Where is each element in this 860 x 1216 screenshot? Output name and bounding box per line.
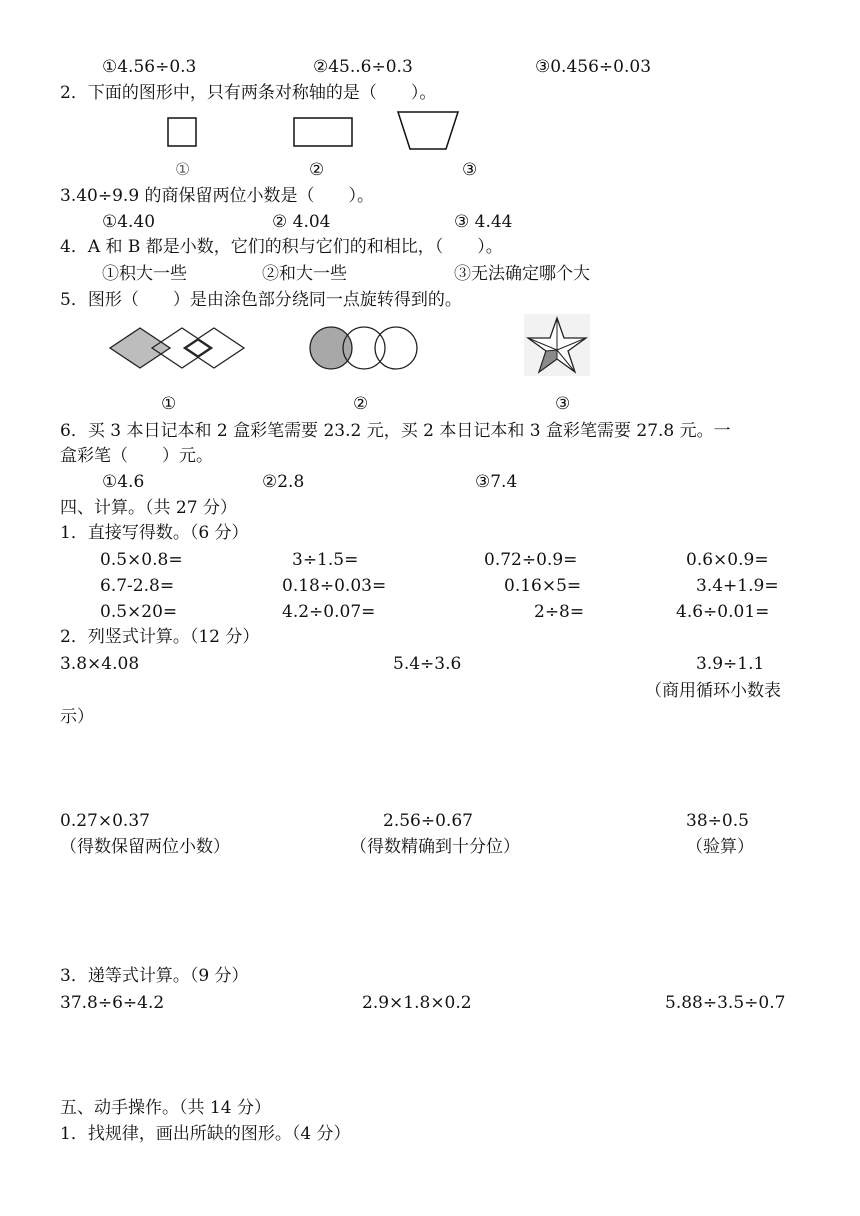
vertical-item: 2.56÷0.67 [383, 811, 473, 831]
q5-label-1: ① [161, 394, 177, 414]
mental-item: 3.4+1.9= [696, 576, 779, 596]
q2-shapes [150, 106, 470, 158]
mental-item: 0.5×20= [100, 602, 178, 622]
q1-option-2: ②45..6÷0.3 [313, 57, 413, 77]
s4-part3-title: 3．递等式计算。（9 分） [60, 966, 249, 986]
q3-option-3: ③ 4.44 [454, 212, 513, 232]
q4-option-3: ③无法确定哪个大 [454, 264, 590, 284]
mental-item: 4.6÷0.01= [676, 602, 770, 622]
shaded-rhombus [110, 328, 170, 368]
q6-stem-line2: 盒彩笔（ ）元。 [60, 446, 213, 466]
s4-part1-title: 1．直接写得数。（6 分） [60, 523, 249, 543]
vertical-item: 0.27×0.37 [60, 811, 150, 831]
q5-stem: 5．图形（ ）是由涂色部分绕同一点旋转得到的。 [60, 290, 462, 310]
vertical-note: （得数保留两位小数） [60, 837, 230, 857]
q4-option-2: ②和大一些 [262, 264, 347, 284]
q2-label-2: ② [309, 160, 325, 180]
vertical-item: 38÷0.5 [686, 811, 749, 831]
q2-stem: 2．下面的图形中，只有两条对称轴的是（ ）。 [60, 83, 437, 103]
shaded-circle [310, 327, 352, 369]
repeating-note-cont: 示） [60, 707, 94, 727]
q3-stem: 3.40÷9.9 的商保留两位小数是（ ）。 [60, 186, 375, 206]
mental-item: 0.16×5= [504, 576, 582, 596]
q6-stem-line1: 6．买 3 本日记本和 2 盒彩笔需要 23.2 元，买 2 本日记本和 3 盒彩笔需要 27.8 元。一 [60, 421, 731, 441]
stepwise-item: 5.88÷3.5÷0.7 [665, 993, 786, 1013]
mental-item: 4.2÷0.07= [282, 602, 376, 622]
q1-option-1: ①4.56÷0.3 [102, 57, 197, 77]
q3-option-1: ①4.40 [102, 212, 156, 232]
stepwise-item: 37.8÷6÷4.2 [60, 993, 165, 1013]
mental-item: 3÷1.5= [292, 550, 359, 570]
repeating-note: （商用循环小数表 [645, 681, 781, 701]
q5-figure-1-rhombi [106, 322, 250, 374]
square-figure [168, 118, 196, 146]
q5-figure-3-star [524, 314, 590, 376]
vertical-note: （得数精确到十分位） [350, 837, 520, 857]
mental-item: 0.6×0.9= [686, 550, 769, 570]
q1-option-3: ③0.456÷0.03 [535, 57, 652, 77]
q2-label-3: ③ [462, 160, 478, 180]
mental-item: 0.72÷0.9= [484, 550, 578, 570]
q5-label-2: ② [353, 394, 369, 414]
mental-item: 2÷8= [534, 602, 585, 622]
q5-label-3: ③ [555, 394, 571, 414]
vertical-note: （验算） [686, 837, 754, 857]
stepwise-item: 2.9×1.8×0.2 [362, 993, 472, 1013]
s4-part2-title: 2．列竖式计算。（12 分） [60, 627, 260, 647]
circle-3 [375, 327, 417, 369]
mental-item: 6.7-2.8= [100, 576, 175, 596]
q6-option-2: ②2.8 [262, 472, 305, 492]
vertical-item: 3.8×4.08 [60, 654, 140, 674]
mental-item: 0.18÷0.03= [282, 576, 387, 596]
mental-item: 0.5×0.8= [100, 550, 183, 570]
q4-stem: 4．A 和 B 都是小数，它们的积与它们的和相比，（ ）。 [60, 237, 503, 257]
section4-title: 四、计算。（共 27 分） [60, 498, 237, 518]
q5-figure-2-circles [304, 322, 424, 374]
section5-title: 五、动手操作。（共 14 分） [60, 1098, 271, 1118]
rhombus-3 [184, 328, 244, 368]
s5-part1-title: 1．找规律，画出所缺的图形。（4 分） [60, 1124, 351, 1144]
rectangle-figure [294, 118, 352, 146]
q6-option-1: ①4.6 [102, 472, 145, 492]
vertical-item: 5.4÷3.6 [393, 654, 462, 674]
q4-option-1: ①积大一些 [102, 264, 187, 284]
vertical-item: 3.9÷1.1 [696, 654, 765, 674]
q3-option-2: ② 4.04 [272, 212, 331, 232]
q6-option-3: ③7.4 [475, 472, 518, 492]
q2-label-1: ① [175, 160, 191, 180]
rhombus-small [186, 340, 210, 356]
trapezoid-figure [398, 112, 458, 149]
